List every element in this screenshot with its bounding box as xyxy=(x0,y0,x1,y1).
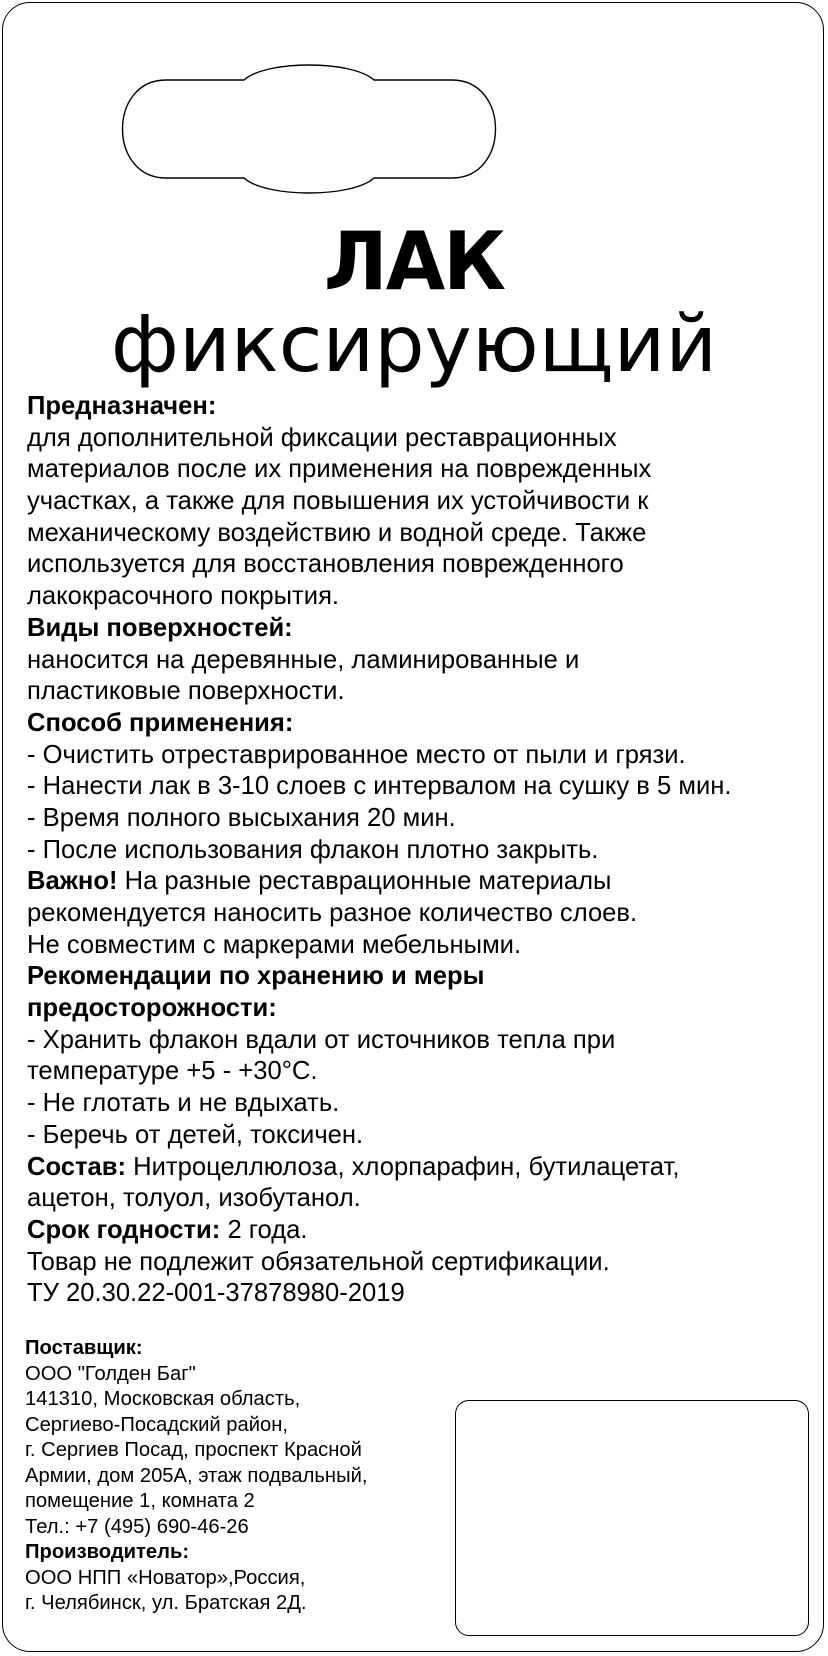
product-title-main: ЛАК xyxy=(323,215,505,308)
storage-line: - Беречь от детей, токсичен. xyxy=(27,1120,364,1149)
important-note xyxy=(27,866,827,898)
shelf-life-value: 2 года. xyxy=(220,1215,308,1244)
purpose-line: лакокрасочного покрытия. xyxy=(27,582,340,611)
surfaces-line: пластиковые поверхности. xyxy=(27,677,345,706)
storage-line: температуре +5 - +30°С. xyxy=(27,1057,318,1086)
usage-step: - Очистить отреставрированное место от пыли и грязи. xyxy=(27,740,686,769)
product-description xyxy=(27,391,827,1310)
purpose-line: для дополнительной фиксации реставрационных xyxy=(27,423,617,452)
blank-label-box xyxy=(455,1400,809,1636)
important-label: Важно! xyxy=(27,867,118,896)
storage-line: - Хранить флакон вдали от источников тепла при xyxy=(27,1025,616,1054)
manufacturer-line: ООО НПП «Новатор»,Россия, xyxy=(25,1566,306,1589)
shelf-life-label: Срок годности: xyxy=(27,1215,221,1244)
certification-note: Товар не подлежит обязательной сертификации. xyxy=(27,1247,610,1276)
storage-heading: предосторожности: xyxy=(27,994,277,1023)
surfaces-heading: Виды поверхностей: xyxy=(27,613,293,642)
supplier-line: помещение 1, комната 2 xyxy=(25,1490,255,1512)
usage-step: - Время полного высыхания 20 мин. xyxy=(27,803,456,832)
supplier-line: Сергиево-Посадский район, xyxy=(25,1413,288,1436)
composition xyxy=(27,1152,827,1184)
purpose-heading: Предназначен: xyxy=(27,392,217,420)
storage-heading: Рекомендации по хранению и меры xyxy=(27,962,485,991)
supplier-heading: Поставщик: xyxy=(25,1337,143,1359)
purpose-line: материалов после их применения на поврежденных xyxy=(27,455,652,484)
product-title-sub: фиксирующий xyxy=(110,300,718,390)
composition-line: ацетон, толуол, изобутанол. xyxy=(27,1184,361,1213)
supplier-info xyxy=(25,1336,445,1617)
technical-standard: ТУ 20.30.22-001-37878980-2019 xyxy=(27,1279,405,1308)
manufacturer-heading: Производитель: xyxy=(25,1541,190,1563)
purpose-line: механическому воздействию и водной среде. Также xyxy=(27,518,647,547)
supplier-line: г. Сергиев Посад, проспект Красной xyxy=(25,1439,362,1461)
important-line: рекомендуется наносить разное количество слоев. xyxy=(27,899,638,927)
manufacturer-line: г. Челябинск, ул. Братская 2Д. xyxy=(25,1592,307,1614)
supplier-line: Армии, дом 205А, этаж подвальный, xyxy=(25,1464,368,1487)
hang-hole-cutout xyxy=(116,64,502,204)
surfaces-line: наносится на деревянные, ламинированные и xyxy=(27,645,580,674)
important-text: На разные реставрационные материалы xyxy=(117,867,612,896)
supplier-phone: Тел.: +7 (495) 690-46-26 xyxy=(25,1515,249,1538)
usage-heading: Способ применения: xyxy=(27,708,294,737)
purpose-line: участках, а также для повышения их устойчивости к xyxy=(27,487,649,516)
composition-label: Состав: xyxy=(27,1152,127,1181)
usage-step: - После использования флакон плотно закрыть. xyxy=(27,835,599,864)
supplier-line: ООО "Голден Баг" xyxy=(25,1362,196,1385)
shelf-life xyxy=(27,1215,827,1247)
storage-line: - Не глотать и не вдыхать. xyxy=(27,1089,340,1118)
purpose-line: используется для восстановления поврежденного xyxy=(27,550,624,579)
supplier-line: 141310, Московская область, xyxy=(25,1388,301,1410)
composition-text: Нитроцеллюлоза, хлорпарафин, бутилацетат, xyxy=(126,1152,680,1181)
product-title xyxy=(0,215,828,390)
usage-step: - Нанести лак в 3-10 слоев с интервалом на сушку в 5 мин. xyxy=(27,772,732,801)
important-line: Не совместим с маркерами мебельными. xyxy=(27,930,522,959)
